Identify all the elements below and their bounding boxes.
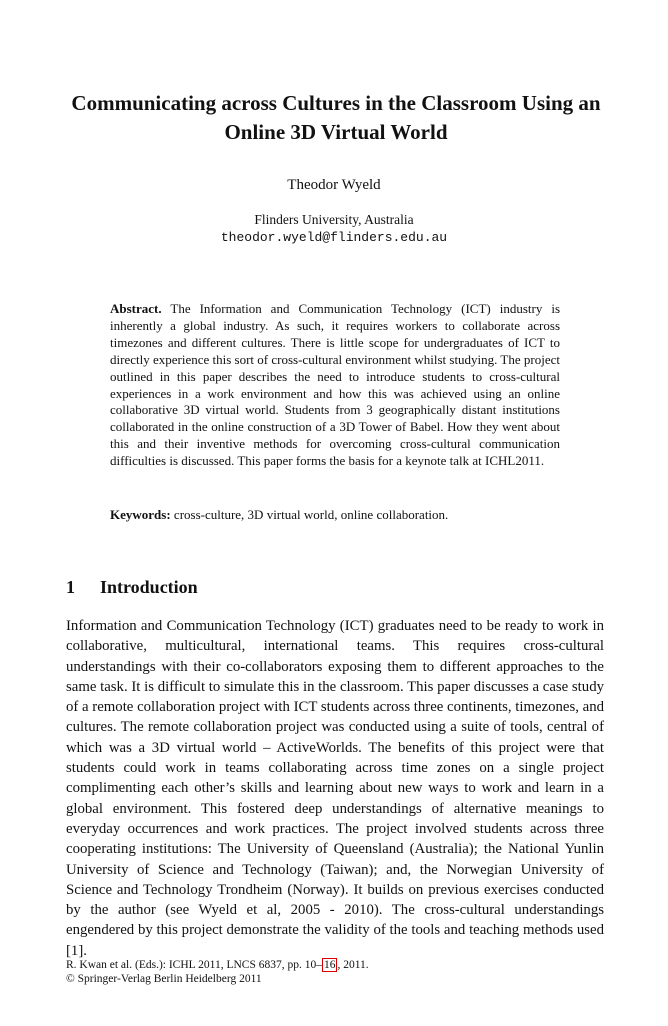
keywords-label: Keywords: [110,507,171,522]
section-title: Introduction [100,577,198,597]
author-name: Theodor Wyeld [287,177,381,193]
paper-title: Communicating across Cultures in the Classroom Using an Online 3D Virtual World [71,91,601,144]
keywords-text: cross-culture, 3D virtual world, online collaboration. [173,507,449,522]
introduction-paragraph: Information and Communication Technology (ICT) graduates need to be ready to work in collaborative, multicultural, international teams. This requires cross-cultural understandings with their co-collaborators exposing them to different approaches to the same task. It is difficult to simulate this in the classroom. This paper discusses a case study of a remote collaboration project with ICT students across three continents, timezones, and cultures. The remote collaboration project was conducted using a suite of tools, central of which was a 3D virtual world – ActiveWorlds. The benefits of this project were that students could work in teams collaborating across time zones on a single project complimenting each other’s skills and learning about new ways to work and learn in a global environment. This fostered deep understandings of alternative meanings to everyday occurrences and work practices. The project involved students across three cooperating institutions: The University of Queensland (Australia); the National Yunlin University of Science and Technology (Taiwan); and, the Norwegian University of Science and Technology Trondheim (Norway). It builds on previous exercises conducted by the author (see Wyeld et al, 2005 - 2010). The cross-cultural understandings engendered by this project demonstrate the validity of the tools and teaching methods used [1]. [66,618,605,959]
abstract [110,301,560,470]
section-heading-introduction [66,576,198,598]
affiliation: Flinders University, Australia [254,212,414,227]
abstract-text: The Information and Communication Technology (ICT) industry is inherently a global industry. As such, it requires workers to collaborate across timezones and different cultures. There is little scope for undergraduates of ICT to directly experience this sort of cross-cultural environment whilst studying. The project outlined in this paper describes the need to introduce students to cross-cultural experiences in a work environment and how this was achieved using an online collaborative 3D virtual world. Students from 3 geographically distant institutions collaborated in the online construction of a 3D Tower of Babel. How they went about this and their inventive methods for overcoming cross-cultural communication difficulties is discussed. This paper forms the basis for a keynote talk at ICHL2011. [110,301,560,469]
citation-prefix: R. Kwan et al. (Eds.): ICHL 2011, LNCS 6837, pp. 10– [66,959,322,971]
keywords [110,506,560,523]
citation-suffix: , 2011. [337,959,369,971]
citation-line [66,958,369,972]
abstract-label: Abstract. [110,301,162,316]
section-number: 1 [66,577,75,597]
author-email: theodor.wyeld@flinders.edu.au [220,230,448,245]
footer-citation-block [66,958,369,986]
copyright-line: © Springer-Verlag Berlin Heidelberg 2011 [66,973,262,985]
page-range-link[interactable]: 16 [323,959,336,971]
